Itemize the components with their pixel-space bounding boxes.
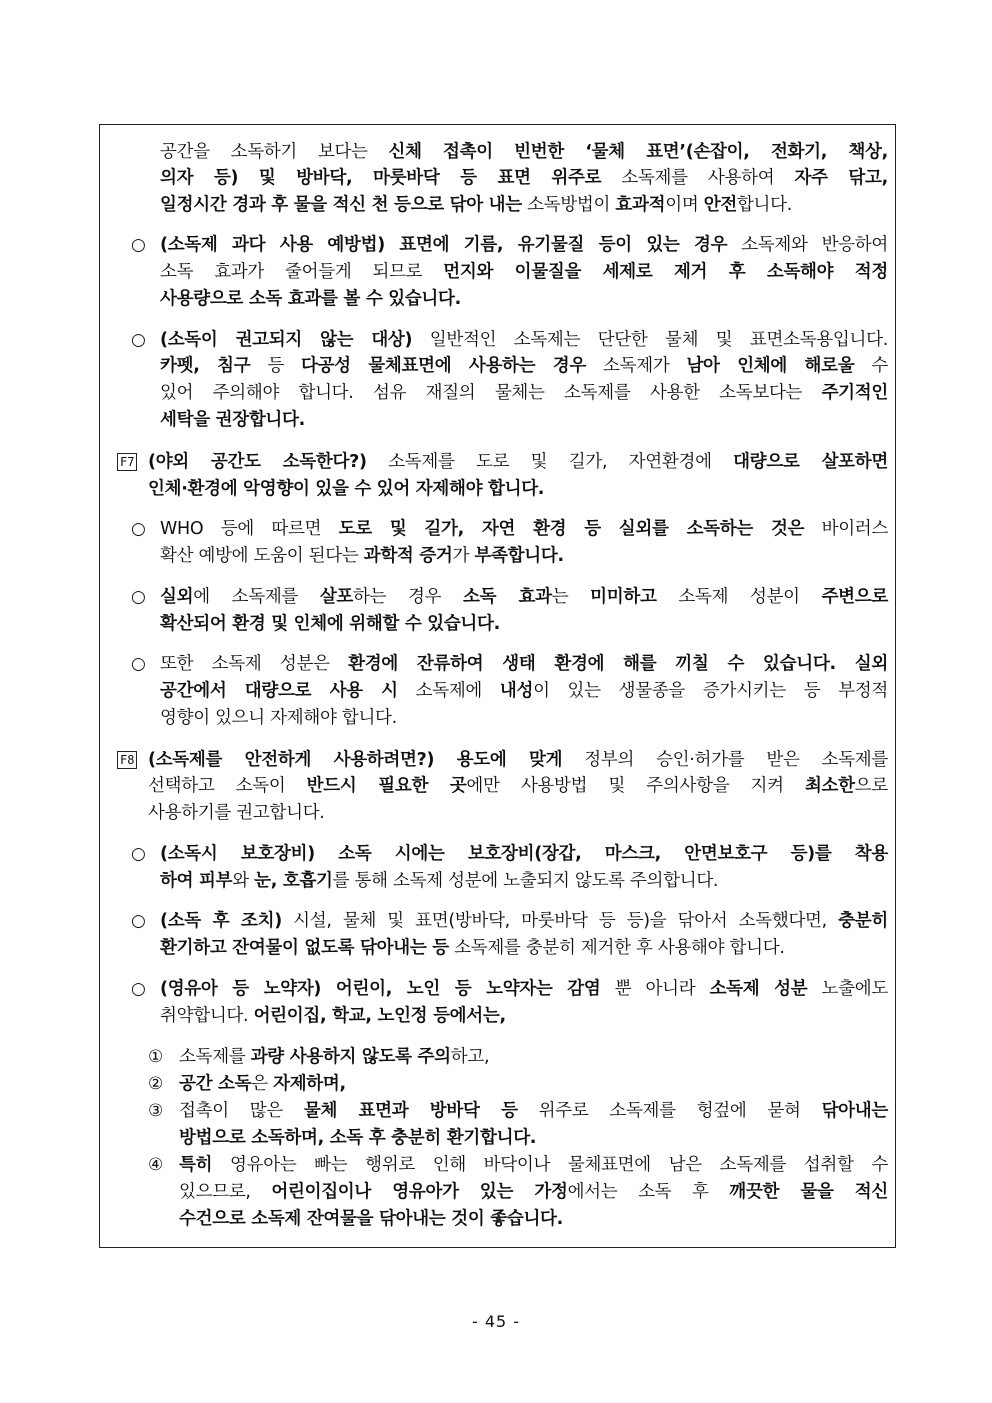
notrec-line-4	[160, 407, 888, 433]
residue-line-1	[160, 651, 888, 677]
bold-text: (소독이 권고되지 않는 대상)	[160, 330, 413, 350]
bold-text: 충분히	[838, 911, 888, 931]
bold-text: 자주 닦고,	[794, 168, 888, 188]
text: 에 소독제를	[193, 587, 320, 607]
list-number: ④	[148, 1155, 164, 1175]
bold-text: 확산되어 환경 및 인체에 위해할 수 있습니다.	[160, 614, 500, 634]
text: 소독제를 사용하여	[601, 168, 795, 188]
bold-text: (영유아 등 노약자) 어린이, 노인 등 노약자는 감염	[160, 979, 601, 999]
bold-text: 주변으로	[821, 587, 888, 607]
list-item-3-line-2	[179, 1125, 888, 1151]
text: 소독제에	[397, 681, 500, 701]
f7-line-2	[148, 476, 888, 502]
intro-line-1	[160, 139, 888, 165]
text: 접촉이 많은	[179, 1101, 304, 1121]
bold-text: 소독제 성분	[709, 979, 808, 999]
f8-label: F8	[117, 751, 137, 769]
bullet-circle: ○	[131, 911, 146, 931]
text: 이며	[665, 195, 704, 215]
f7-line-1	[148, 449, 888, 475]
protect-line-1	[160, 841, 888, 867]
bold-text: 대량으로 살포하면	[733, 452, 889, 472]
bold-text: 주기적인	[821, 383, 888, 403]
bold-text: 닦아내는	[821, 1101, 888, 1121]
bold-text: 방법으로 소독하며, 소독 후 충분히 환기합니다.	[179, 1128, 537, 1148]
bold-text: 남아 인체에 해로울	[686, 356, 855, 376]
list-item-1-line-1	[179, 1044, 888, 1070]
bold-text: 환기하고 잔여물이 없도록 닦아내는 등	[160, 938, 449, 958]
text: 있어 주의해야 합니다. 섬유 재질의 물체는 소독제를 사용한 소독보다는	[160, 383, 822, 403]
text: 영향이 있으니 자제해야 합니다.	[160, 708, 397, 728]
bold-text: 눈, 호흡기	[254, 871, 333, 891]
vulnerable-line-2	[160, 1003, 888, 1029]
intro-line-2	[160, 165, 888, 191]
text: 확산 예방에 도움이 된다는	[160, 546, 364, 566]
bold-text: 의자 등) 및 방바닥, 마룻바닥 등 표면 위주로	[160, 168, 602, 188]
who-line-2	[160, 543, 888, 569]
bullet-circle: ○	[131, 519, 146, 539]
bold-text: 어린이집, 학교, 노인정 등에서는,	[253, 1006, 506, 1026]
text: 는	[551, 587, 591, 607]
list-number: ②	[148, 1074, 164, 1094]
list-item-3-line-1	[179, 1098, 888, 1124]
bold-text: 다공성 물체표면에 사용하는 경우	[300, 356, 587, 376]
bold-text: 먼지와 이물질을 세제로 제거 후 소독해야 적정	[443, 262, 889, 282]
bold-text: 실외	[160, 587, 194, 607]
bold-text: 공간에서 대량으로 사용 시	[160, 681, 398, 701]
text: 정부의 승인·허가를 받은 소독제를	[562, 750, 888, 770]
bold-text: 효과적	[615, 195, 666, 215]
text: 소독제를 충분히 제거한 후 사용해야 합니다.	[448, 938, 785, 958]
bold-text: 수건으로 소독제 잔여물을 닦아내는 것이 좋습니다.	[179, 1209, 564, 1229]
text: 소독제 성분이	[656, 587, 822, 607]
bullet-circle: ○	[131, 844, 146, 864]
text: 일반적인 소독제는 단단한 물체 및 표면소독용입니다.	[412, 330, 888, 350]
text: 또한 소독제 성분은	[160, 654, 349, 674]
list-number: ③	[148, 1101, 164, 1121]
text: 취약합니다.	[160, 1006, 254, 1026]
f7-label: F7	[117, 453, 137, 471]
bold-text: 하여 피부	[160, 871, 233, 891]
bold-text: 미미하고	[590, 587, 657, 607]
bold-text: 안전	[703, 195, 737, 215]
text: 수	[854, 356, 888, 376]
bold-text: (야외 공간도 소독한다?)	[148, 452, 367, 472]
outdoor-line-2	[160, 611, 888, 637]
text: 은	[251, 1074, 274, 1094]
bold-text: 최소한	[804, 776, 855, 796]
text: 에만 사용방법 및 주의사항을 지켜	[466, 776, 805, 796]
list-item-4-line-3	[179, 1206, 888, 1232]
bold-text: 사용량으로 소독 효과를 볼 수 있습니다.	[160, 289, 461, 309]
text: 를 통해 소독제 성분에 노출되지 않도록 주의합니다.	[332, 871, 719, 891]
overuse-line-1	[160, 232, 888, 258]
bullet-circle: ○	[131, 235, 146, 255]
protect-line-2	[160, 868, 888, 894]
text: 하고,	[450, 1047, 490, 1067]
text: 소독제를	[179, 1047, 251, 1067]
text: 뿐 아니라	[600, 979, 710, 999]
bold-text: 신체 접촉이 빈번한 ‘물체 표면’(손잡이, 전화기, 책상,	[388, 142, 889, 162]
text: 선택하고 소독이	[148, 776, 307, 796]
bold-text: 자제하며,	[273, 1074, 346, 1094]
vulnerable-line-1	[160, 976, 888, 1002]
bold-text: 과학적 증거	[363, 546, 453, 566]
bullet-circle: ○	[131, 587, 146, 607]
after-line-1	[160, 908, 888, 934]
text: 에서는 소독 후	[567, 1182, 730, 1202]
overuse-line-3	[160, 286, 888, 312]
text: 소독제를 도로 및 길가, 자연환경에	[366, 452, 734, 472]
bold-text: 어린이집이나 영유아가 있는 가정	[271, 1182, 568, 1202]
text: 사용하기를 권고합니다.	[148, 803, 325, 823]
text: 하는 경우	[353, 587, 464, 607]
list-number: ①	[148, 1047, 164, 1067]
bold-text: 일정시간 경과 후 물을 적신 천 등으로 닦아 내는	[160, 195, 522, 215]
overuse-line-2	[160, 259, 888, 285]
text: 바이러스	[804, 519, 889, 539]
bold-text: (소독제를 안전하게 사용하려면?) 용도에 맞게	[148, 750, 563, 770]
bold-text: 인체·환경에 악영향이 있을 수 있어 자제해야 합니다.	[148, 479, 545, 499]
bold-text: 환경에 잔류하여 생태 환경에 해를 끼칠 수 있습니다. 실외	[348, 654, 888, 674]
bold-text: 과량 사용하지 않도록 주의	[250, 1047, 451, 1067]
text: 소독제가	[586, 356, 687, 376]
text: 시설, 물체 및 표면(방바닥, 마룻바닥 등 등)을 닦아서 소독했다면,	[281, 911, 839, 931]
notrec-line-1	[160, 327, 888, 353]
text: 있으므로,	[179, 1182, 272, 1202]
intro-line-3	[160, 192, 888, 218]
bold-text: 내성	[499, 681, 534, 701]
bold-text: 살포	[319, 587, 354, 607]
notrec-line-3	[160, 380, 888, 406]
text: 으로	[854, 776, 888, 796]
bold-text: 도로 및 길가, 자연 환경 등 실외를 소독하는 것은	[338, 519, 805, 539]
f8-line-2	[148, 773, 888, 799]
text: 소독제와 반응하여	[727, 235, 888, 255]
bold-text: 카펫, 침구	[160, 356, 251, 376]
after-line-2	[160, 935, 888, 961]
text: WHO 등에 따르면	[160, 519, 339, 539]
outdoor-line-1	[160, 584, 888, 610]
text: 등	[250, 356, 301, 376]
list-item-4-line-1	[179, 1152, 888, 1178]
notrec-line-2	[160, 353, 888, 379]
bold-text: (소독시 보호장비) 소독 시에는 보호장비(장갑, 마스크, 안면보호구 등)를 착용	[160, 844, 888, 864]
bold-text: (소독제 과다 사용 예방법) 표면에 기름, 유기물질 등이 있는 경우	[160, 235, 728, 255]
text: 영유아는 빠는 행위로 인해 바닥이나 물체표면에 남은 소독제를 섭취할 수	[212, 1155, 888, 1175]
text: 공간을 소독하기 보다는	[160, 142, 389, 162]
bold-text: 소독 효과	[463, 587, 552, 607]
bold-text: 세탁을 권장합니다.	[160, 410, 305, 430]
f8-line-3	[148, 800, 888, 826]
list-item-2-line-1	[179, 1071, 888, 1097]
bold-text: 반드시 필요한 곳	[306, 776, 467, 796]
bold-text: 특히	[179, 1155, 213, 1175]
bullet-circle: ○	[131, 979, 146, 999]
text: 와	[232, 871, 255, 891]
bold-text: (소독 후 조치)	[160, 911, 282, 931]
f8-line-1	[148, 747, 888, 773]
list-item-4-line-2	[179, 1179, 888, 1205]
bold-text: 깨끗한 물을 적신	[729, 1182, 888, 1202]
text: 소독방법이	[521, 195, 616, 215]
text: 합니다.	[736, 195, 793, 215]
bold-text: 물체 표면과 방바닥 등	[303, 1101, 518, 1121]
text: 이 있는 생물종을 증가시키는 등 부정적	[533, 681, 888, 701]
text: 위주로 소독제를 헝겊에 묻혀	[517, 1101, 822, 1121]
bold-text: 부족합니다.	[474, 546, 564, 566]
text: 노출에도	[807, 979, 888, 999]
residue-line-2	[160, 678, 888, 704]
residue-line-3	[160, 705, 888, 731]
bullet-circle: ○	[131, 654, 146, 674]
text: 소독 효과가 줄어들게 되므로	[160, 262, 444, 282]
bullet-circle: ○	[131, 330, 146, 350]
who-line-1	[160, 516, 888, 542]
bold-text: 공간 소독	[179, 1074, 252, 1094]
page-number: - 45 -	[471, 1312, 521, 1331]
text: 가	[452, 546, 475, 566]
